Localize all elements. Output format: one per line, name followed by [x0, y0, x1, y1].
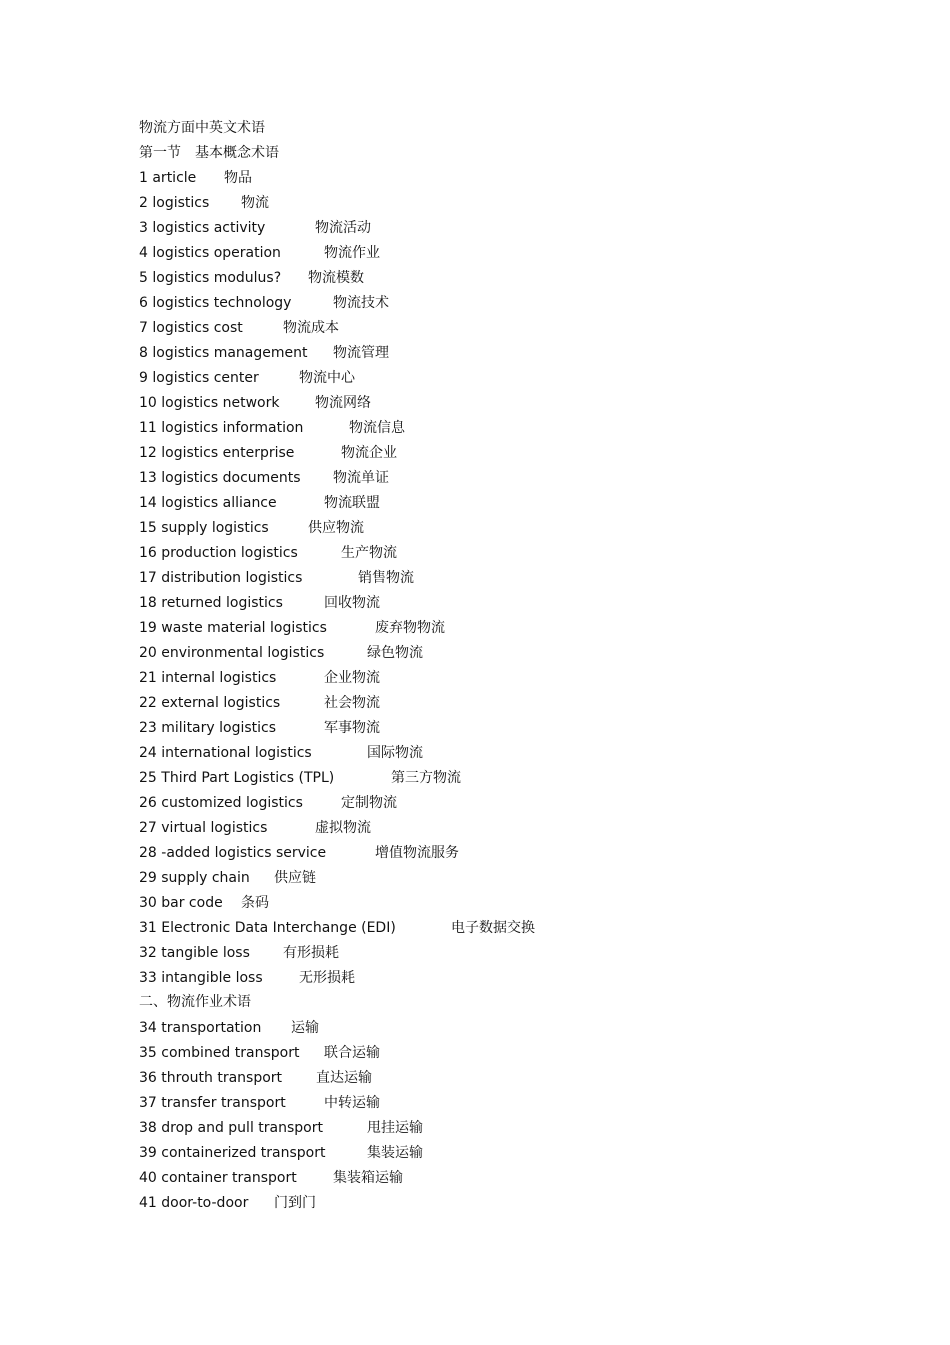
term-entry — [139, 1091, 380, 1116]
term-entry — [139, 941, 339, 966]
term-chinese: 物品 — [224, 170, 252, 186]
term-entry — [139, 216, 371, 241]
document-title: 物流方面中英文术语 — [139, 120, 265, 136]
term-english: 27 virtual logistics — [139, 820, 268, 836]
term-entry — [139, 716, 380, 741]
term-english: 6 logistics technology — [139, 295, 292, 311]
term-chinese: 物流模数 — [308, 270, 364, 286]
term-english: 41 door-to-door — [139, 1195, 249, 1211]
term-entry — [139, 966, 355, 991]
term-english: 15 supply logistics — [139, 520, 269, 536]
term-english: 8 logistics management — [139, 345, 308, 361]
term-entry — [139, 891, 269, 916]
term-entry — [139, 1141, 423, 1166]
term-chinese: 绿色物流 — [367, 645, 423, 661]
term-chinese: 有形损耗 — [283, 945, 339, 961]
term-english: 35 combined transport — [139, 1045, 300, 1061]
term-chinese: 企业物流 — [324, 670, 380, 686]
term-english: 17 distribution logistics — [139, 570, 303, 586]
term-chinese: 物流活动 — [315, 220, 371, 236]
term-chinese: 联合运输 — [324, 1045, 380, 1061]
term-english: 19 waste material logistics — [139, 620, 327, 636]
term-english: 13 logistics documents — [139, 470, 301, 486]
term-entry — [139, 541, 397, 566]
term-chinese: 物流管理 — [333, 345, 389, 361]
term-entry — [139, 841, 459, 866]
term-chinese: 物流联盟 — [324, 495, 380, 511]
term-chinese: 物流中心 — [299, 370, 355, 386]
term-chinese: 回收物流 — [324, 595, 380, 611]
term-chinese: 集装运输 — [367, 1145, 423, 1161]
term-chinese: 供应物流 — [308, 520, 364, 536]
term-english: 4 logistics operation — [139, 245, 281, 261]
term-english: 14 logistics alliance — [139, 495, 277, 511]
term-entry — [139, 666, 380, 691]
term-entry — [139, 1041, 380, 1066]
term-entry — [139, 616, 445, 641]
term-chinese: 社会物流 — [324, 695, 380, 711]
term-chinese: 虚拟物流 — [315, 820, 371, 836]
term-english: 38 drop and pull transport — [139, 1120, 323, 1136]
term-entry — [139, 1016, 319, 1041]
term-entry — [139, 1191, 316, 1216]
term-entry — [139, 341, 389, 366]
term-english: 10 logistics network — [139, 395, 280, 411]
term-english: 33 intangible loss — [139, 970, 263, 986]
term-chinese: 无形损耗 — [299, 970, 355, 986]
term-entry — [139, 391, 371, 416]
term-chinese: 定制物流 — [341, 795, 397, 811]
term-chinese: 物流 — [241, 195, 269, 211]
term-chinese: 物流成本 — [283, 320, 339, 336]
term-english: 9 logistics center — [139, 370, 259, 386]
term-english: 16 production logistics — [139, 545, 298, 561]
term-english: 30 bar code — [139, 895, 223, 911]
term-chinese: 国际物流 — [367, 745, 423, 761]
term-english: 39 containerized transport — [139, 1145, 326, 1161]
term-entry — [139, 416, 405, 441]
term-chinese: 供应链 — [274, 870, 316, 886]
term-chinese: 门到门 — [274, 1195, 316, 1211]
term-english: 24 international logistics — [139, 745, 312, 761]
term-chinese: 增值物流服务 — [375, 845, 459, 861]
term-entry — [139, 166, 252, 191]
term-english: 31 Electronic Data Interchange (EDI) — [139, 920, 396, 936]
term-chinese: 物流网络 — [315, 395, 371, 411]
term-chinese: 销售物流 — [358, 570, 414, 586]
term-english: 12 logistics enterprise — [139, 445, 295, 461]
term-english: 37 transfer transport — [139, 1095, 286, 1111]
term-english: 25 Third Part Logistics (TPL) — [139, 770, 335, 786]
term-chinese: 运输 — [291, 1020, 319, 1036]
term-chinese: 集装箱运输 — [333, 1170, 403, 1186]
term-entry — [139, 641, 423, 666]
term-entry — [139, 191, 269, 216]
term-english: 23 military logistics — [139, 720, 277, 736]
term-english: 22 external logistics — [139, 695, 281, 711]
term-english: 28 -added logistics service — [139, 845, 327, 861]
term-entry — [139, 791, 397, 816]
term-entry — [139, 591, 380, 616]
term-entry — [139, 516, 364, 541]
term-entry — [139, 441, 397, 466]
term-english: 3 logistics activity — [139, 220, 266, 236]
term-entry — [139, 566, 414, 591]
term-entry — [139, 1116, 423, 1141]
term-entry — [139, 916, 535, 941]
term-chinese: 中转运输 — [324, 1095, 380, 1111]
term-chinese: 甩挂运输 — [367, 1120, 423, 1136]
term-chinese: 军事物流 — [324, 720, 380, 736]
term-chinese: 条码 — [241, 895, 269, 911]
term-english: 1 article — [139, 170, 197, 186]
term-entry — [139, 291, 389, 316]
term-english: 7 logistics cost — [139, 320, 243, 336]
term-entry — [139, 766, 461, 791]
term-english: 32 tangible loss — [139, 945, 250, 961]
term-english: 21 internal logistics — [139, 670, 277, 686]
term-entry — [139, 691, 380, 716]
section-heading-basic-concepts: 第一节 基本概念术语 — [139, 145, 279, 161]
term-entry — [139, 266, 364, 291]
term-english: 36 throuth transport — [139, 1070, 283, 1086]
term-entry — [139, 316, 339, 341]
term-entry — [139, 241, 380, 266]
term-english: 29 supply chain — [139, 870, 250, 886]
term-chinese: 物流企业 — [341, 445, 397, 461]
term-entry — [139, 866, 316, 891]
term-english: 34 transportation — [139, 1020, 262, 1036]
term-entry — [139, 816, 371, 841]
term-chinese: 废弃物物流 — [375, 620, 445, 636]
term-chinese: 电子数据交换 — [451, 920, 535, 936]
term-entry — [139, 741, 423, 766]
term-english: 26 customized logistics — [139, 795, 303, 811]
term-english: 5 logistics modulus? — [139, 270, 282, 286]
term-entry — [139, 1166, 403, 1191]
term-chinese: 第三方物流 — [391, 770, 461, 786]
term-chinese: 物流作业 — [324, 245, 380, 261]
term-chinese: 物流信息 — [349, 420, 405, 436]
term-english: 2 logistics — [139, 195, 210, 211]
term-chinese: 生产物流 — [341, 545, 397, 561]
term-english: 40 container transport — [139, 1170, 297, 1186]
term-chinese: 物流单证 — [333, 470, 389, 486]
term-english: 11 logistics information — [139, 420, 304, 436]
term-chinese: 直达运输 — [316, 1070, 372, 1086]
term-chinese: 物流技术 — [333, 295, 389, 311]
term-entry — [139, 466, 389, 491]
term-entry — [139, 1066, 372, 1091]
term-english: 18 returned logistics — [139, 595, 283, 611]
term-english: 20 environmental logistics — [139, 645, 325, 661]
section-heading-logistics-operations: 二、物流作业术语 — [139, 994, 251, 1010]
term-entry — [139, 366, 355, 391]
term-entry — [139, 491, 380, 516]
